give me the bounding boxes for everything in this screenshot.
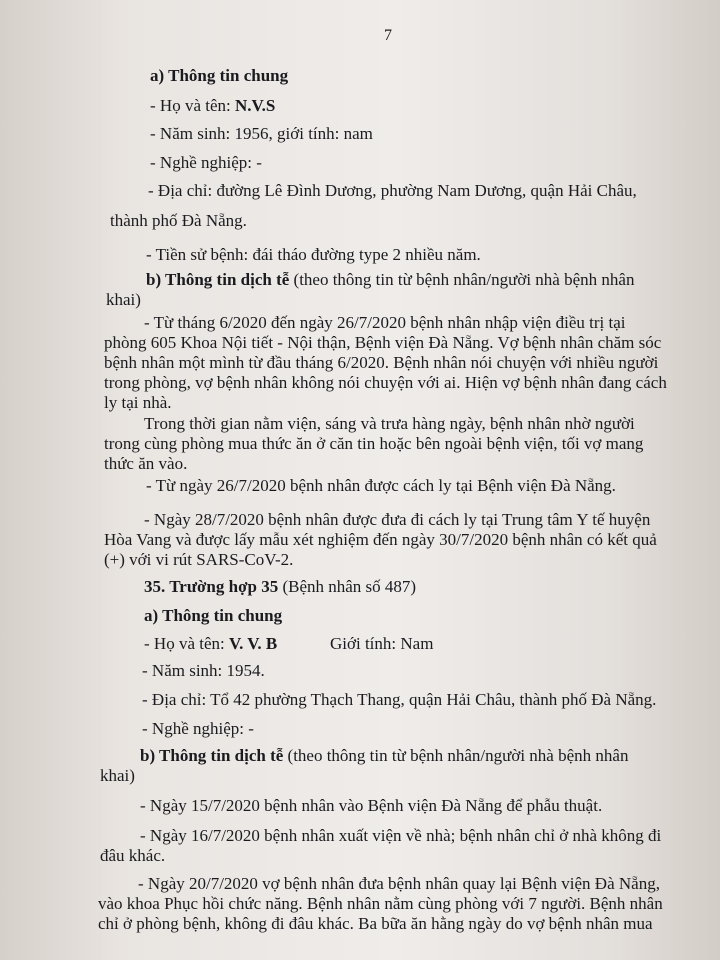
job-line: - Nghề nghiệp: -: [150, 153, 262, 172]
history-line: - Tiền sử bệnh: đái tháo đường type 2 nhiều năm.: [146, 245, 481, 264]
address-line: - Địa chỉ: đường Lê Đình Dương, phường Nam Dương, quận Hải Châu,: [148, 181, 637, 200]
case-name-label: - Họ và tên:: [144, 634, 229, 653]
case-section-a-title: a) Thông tin chung: [144, 606, 283, 625]
section-a-title: a) Thông tin chung: [150, 66, 289, 85]
case-address-line: - Địa chỉ: Tổ 42 phường Thạch Thang, quận Hải Châu, thành phố Đà Nẵng.: [142, 690, 657, 709]
address-line: thành phố Đà Nẵng.: [110, 211, 247, 230]
case-job-line: - Nghề nghiệp: -: [142, 719, 254, 738]
case-name-line: [144, 634, 277, 654]
epi-note-end: khai): [106, 290, 141, 309]
case-epi-note: (theo thông tin từ bệnh nhân/người nhà bệnh nhân: [283, 746, 629, 765]
paragraph-line: Trong thời gian nằm viện, sáng và trưa hàng ngày, bệnh nhân nhờ người: [144, 414, 635, 433]
paragraph-line: - Ngày 20/7/2020 vợ bệnh nhân đưa bệnh nhân quay lại Bệnh viện Đà Nẵng,: [138, 874, 660, 893]
name-value: N.V.S: [234, 96, 276, 115]
paragraph-line: - Từ tháng 6/2020 đến ngày 26/7/2020 bệnh nhân nhập viện điều trị tại: [144, 313, 626, 332]
case-birth-line: - Năm sinh: 1954.: [142, 661, 265, 680]
paragraph-line: ly tại nhà.: [104, 393, 172, 412]
case-gender: Giới tính: Nam: [330, 634, 434, 653]
case-heading-number: 35. Trường hợp 35: [144, 577, 279, 596]
case-heading: [144, 577, 416, 597]
paragraph-line: chỉ ở phòng bệnh, không đi đâu khác. Ba bữa ăn hằng ngày do vợ bệnh nhân mua: [98, 914, 653, 933]
name-label: - Họ và tên:: [150, 96, 235, 115]
case-name-value: V. V. B: [228, 634, 278, 653]
paragraph-line: thức ăn vào.: [104, 454, 188, 473]
paragraph-line: trong cùng phòng mua thức ăn ở căn tin hoặc bên ngoài bệnh viện, tối vợ mang: [104, 434, 644, 453]
paragraph-line: vào khoa Phục hồi chức năng. Bệnh nhân nằm cùng phòng với 7 người. Bệnh nhân: [98, 894, 663, 913]
epi-title-line: [146, 270, 634, 290]
paragraph-line: đâu khác.: [100, 846, 166, 865]
patient-name-line: [150, 96, 275, 116]
paragraph-line: - Ngày 15/7/2020 bệnh nhân vào Bệnh viện Đà Nẵng để phẫu thuật.: [140, 796, 603, 815]
case-epi-title: b) Thông tin dịch tễ: [140, 746, 284, 765]
paragraph-line: - Ngày 16/7/2020 bệnh nhân xuất viện về nhà; bệnh nhân chỉ ở nhà không đi: [140, 826, 662, 845]
paragraph-line: bệnh nhân một mình từ đầu tháng 6/2020. Bệnh nhân nói chuyện với nhiều người: [104, 353, 659, 372]
birth-line: - Năm sinh: 1956, giới tính: nam: [150, 124, 373, 143]
case-epi-title-line: [140, 746, 628, 766]
epi-note: (theo thông tin từ bệnh nhân/người nhà bệnh nhân: [289, 270, 635, 289]
page-number: 7: [384, 27, 392, 44]
paragraph-line: trong phòng, vợ bệnh nhân không nói chuyện với ai. Hiện vợ bệnh nhân đang cách: [104, 373, 667, 392]
epi-title: b) Thông tin dịch tễ: [146, 270, 290, 289]
case-epi-note-end: khai): [100, 766, 135, 785]
paragraph-line: Hòa Vang và được lấy mẫu xét nghiệm đến ngày 30/7/2020 bệnh nhân có kết quả: [104, 530, 657, 549]
paragraph-line: - Từ ngày 26/7/2020 bệnh nhân được cách ly tại Bệnh viện Đà Nẵng.: [146, 476, 616, 495]
paragraph-line: (+) với vi rút SARS-CoV-2.: [104, 550, 294, 569]
case-heading-note: (Bệnh nhân số 487): [278, 577, 417, 596]
paragraph-line: phòng 605 Khoa Nội tiết - Nội thận, Bệnh viện Đà Nẵng. Vợ bệnh nhân chăm sóc: [104, 333, 662, 352]
paragraph-line: - Ngày 28/7/2020 bệnh nhân được đưa đi cách ly tại Trung tâm Y tế huyện: [144, 510, 651, 529]
